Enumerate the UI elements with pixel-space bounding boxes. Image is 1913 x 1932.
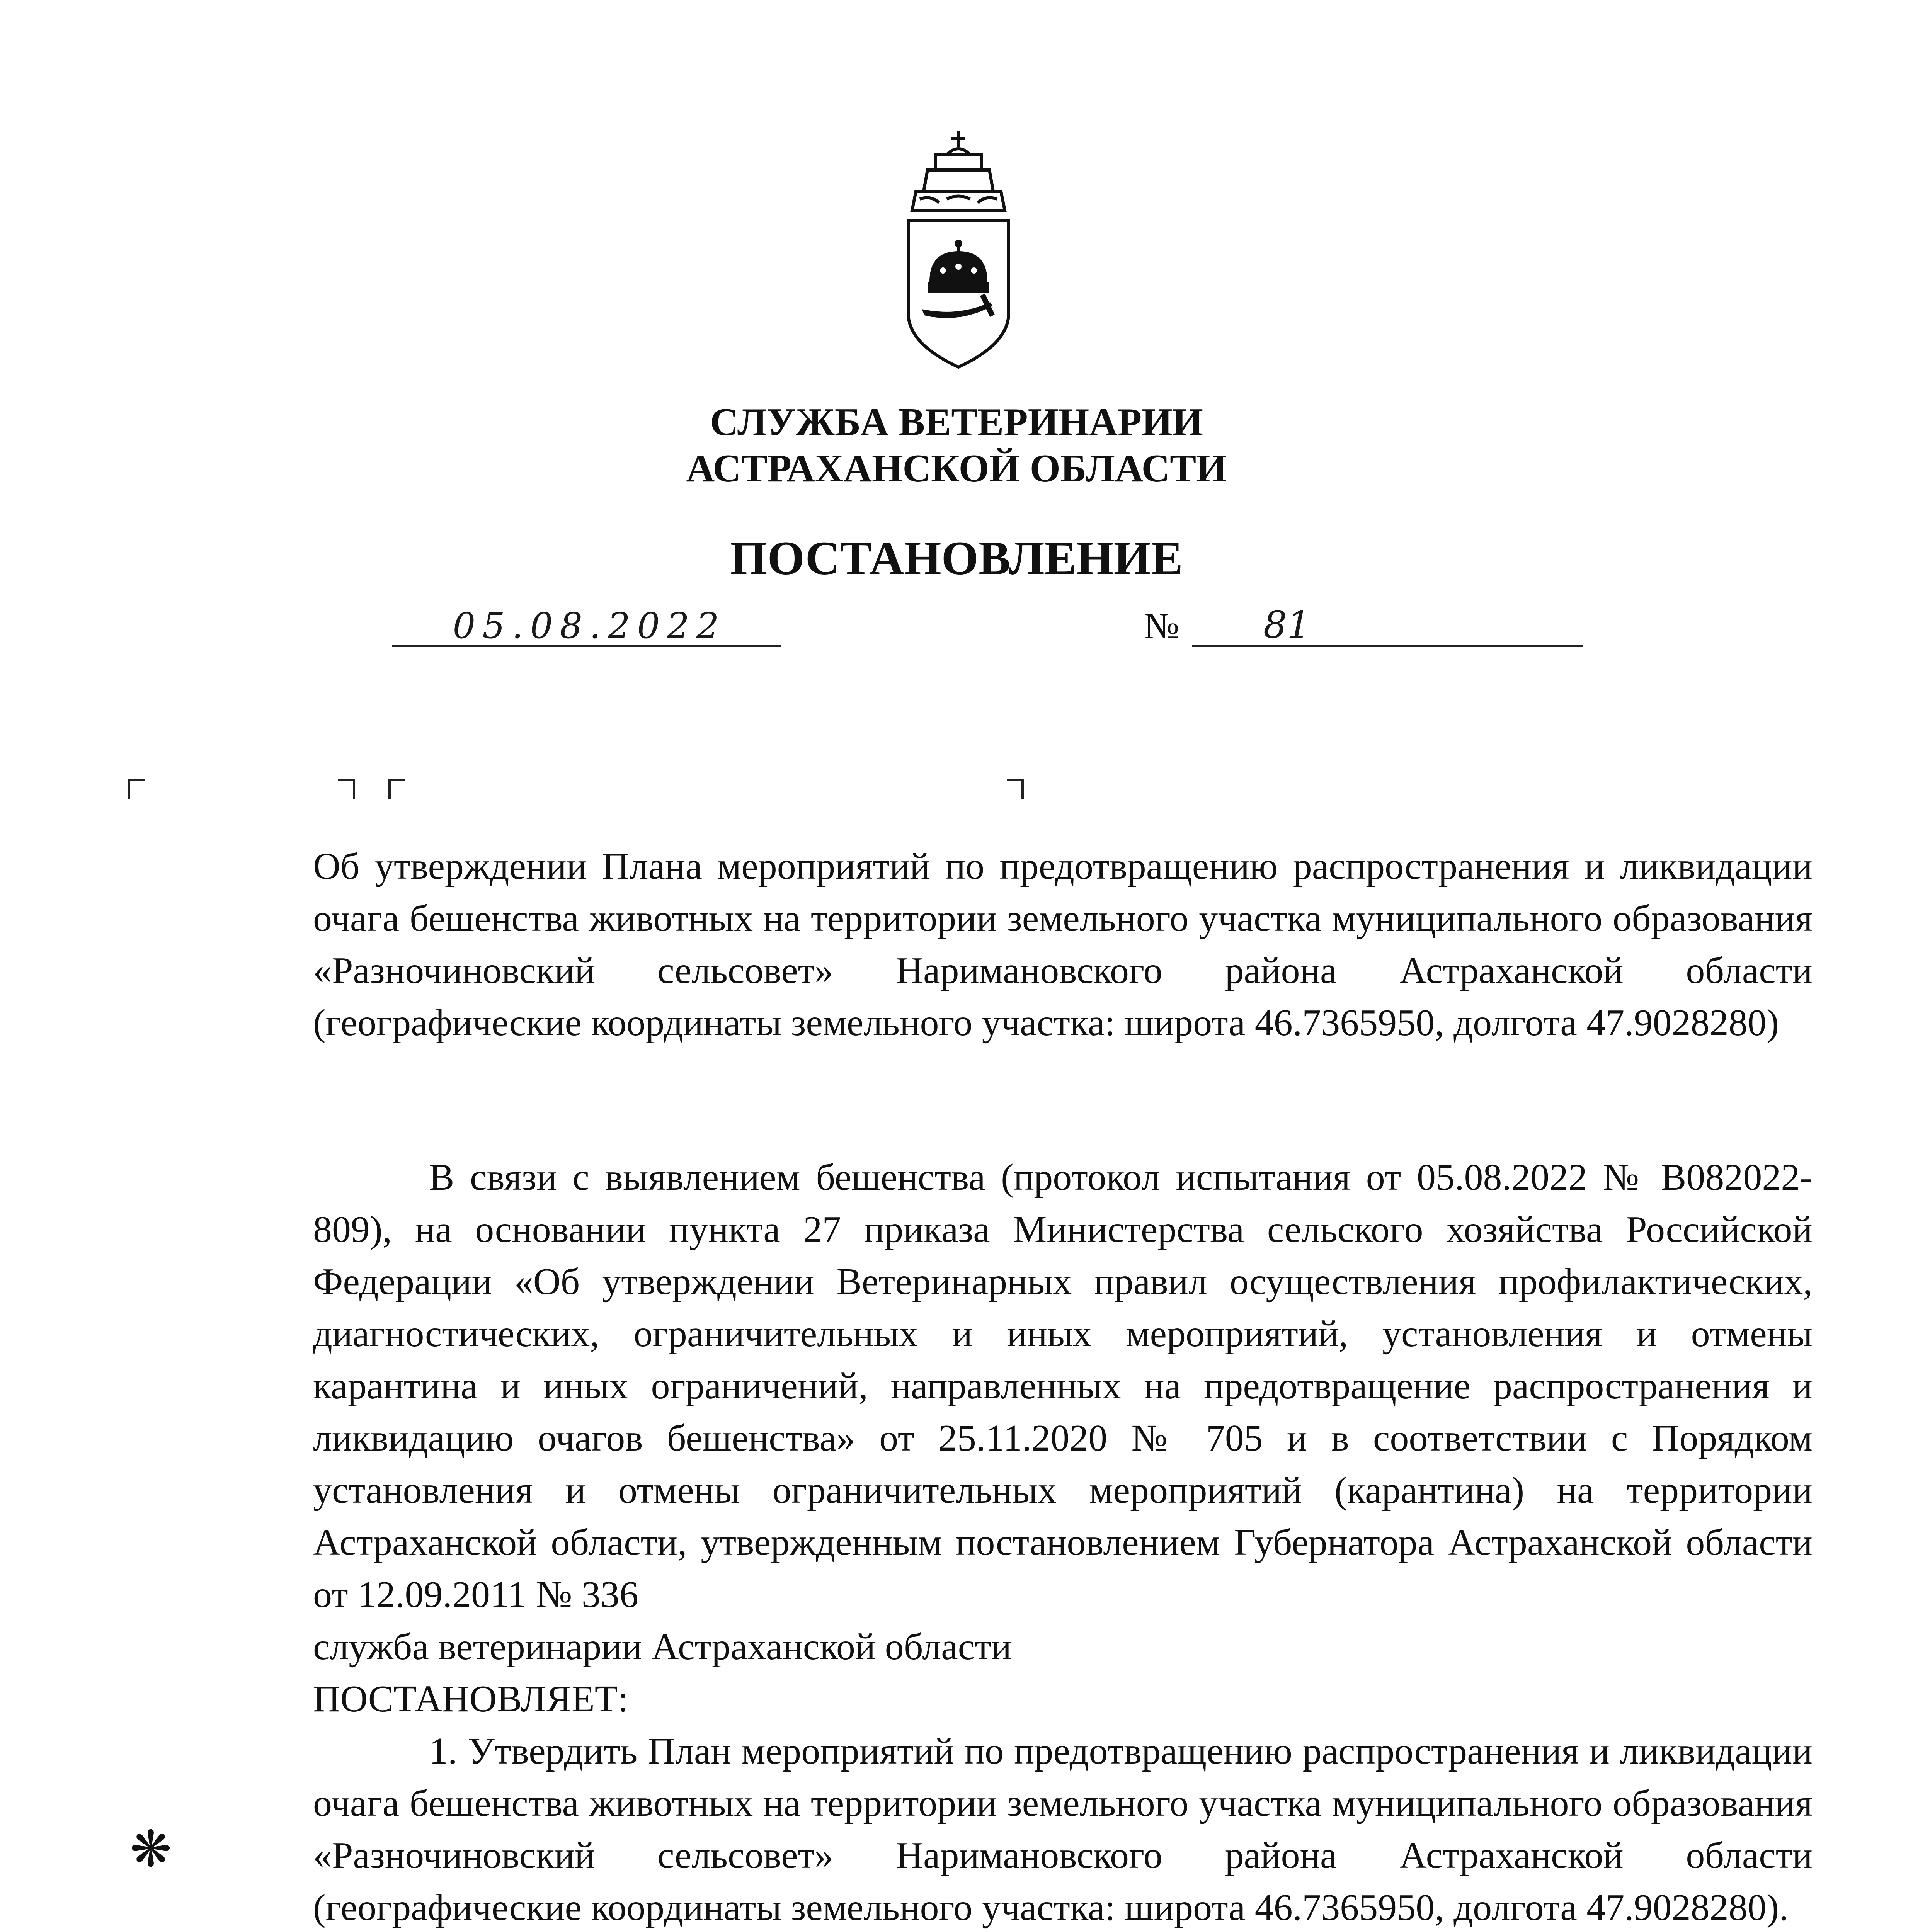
document-date: 05.08.2022 [453,605,726,646]
document-number: 81 [1263,603,1311,646]
agency-name-line-2: АСТРАХАНСКОЙ ОБЛАСТИ [686,447,1227,490]
document-type-heading: ПОСТАНОВЛЕНИЕ [730,532,1183,585]
decree-word: ПОСТАНОВЛЯЕТ: [313,1678,628,1720]
number-label: № [1144,605,1179,646]
corner-bracket-title-start-left [388,779,405,799]
coat-of-arms-emblem [889,128,1028,375]
document-title: Об утверждении Плана мероприятий по предотвращению распространения и ликвидации очага бешенства животных на территории земельного участка муниципального образования «Разночиновский сельсовет» Наримановского района Астраханской области (географические координаты земельного участка: широта 46.7365950, долгота 47.9028280) [313,845,1813,1044]
asterisk-mark: ❋ [129,1820,172,1878]
corner-bracket-left [128,779,145,799]
corner-bracket-title-start-right [338,779,355,799]
date-underline [392,645,781,647]
clause-1: 1. Утвердить План мероприятий по предотвращению распространения и ликвидации очага бешенства животных на территории земельного участка муниципального образования «Разночиновский сельсовет» Наримановского района Астраханской области (географические координаты земельного участка: широта 46.7365950, долгота 47.9028280). [313,1730,1813,1929]
document-body [313,1151,1813,1932]
agency-name-line-1: СЛУЖБА ВЕТЕРИНАРИИ [710,400,1203,444]
title-block [313,840,1813,1049]
corner-bracket-title-end [1007,779,1024,799]
number-underline [1192,645,1583,647]
issuer-line: служба ветеринарии Астраханской области [313,1626,1012,1668]
preamble-paragraph: В связи с выявлением бешенства (протокол испытания от 05.08.2022 № В082022-809), на основании пункта 27 приказа Министерства сельского хозяйства Российской Федерации «Об утверждении Ветеринарных правил осуществления профилактических, диагностических, ограничительных и иных мероприятий, установления и отмены карантина и иных ограничений, направленных на предотвращение распространения и ликвидацию очагов бешенства» от 25.11.2020 № 705 и в соответствии с Порядком установления и отмены ограничительных мероприятий (карантина) на территории Астраханской области, утвержденным постановлением Губернатора Астраханской области от 12.09.2011 № 336 [313,1156,1813,1616]
